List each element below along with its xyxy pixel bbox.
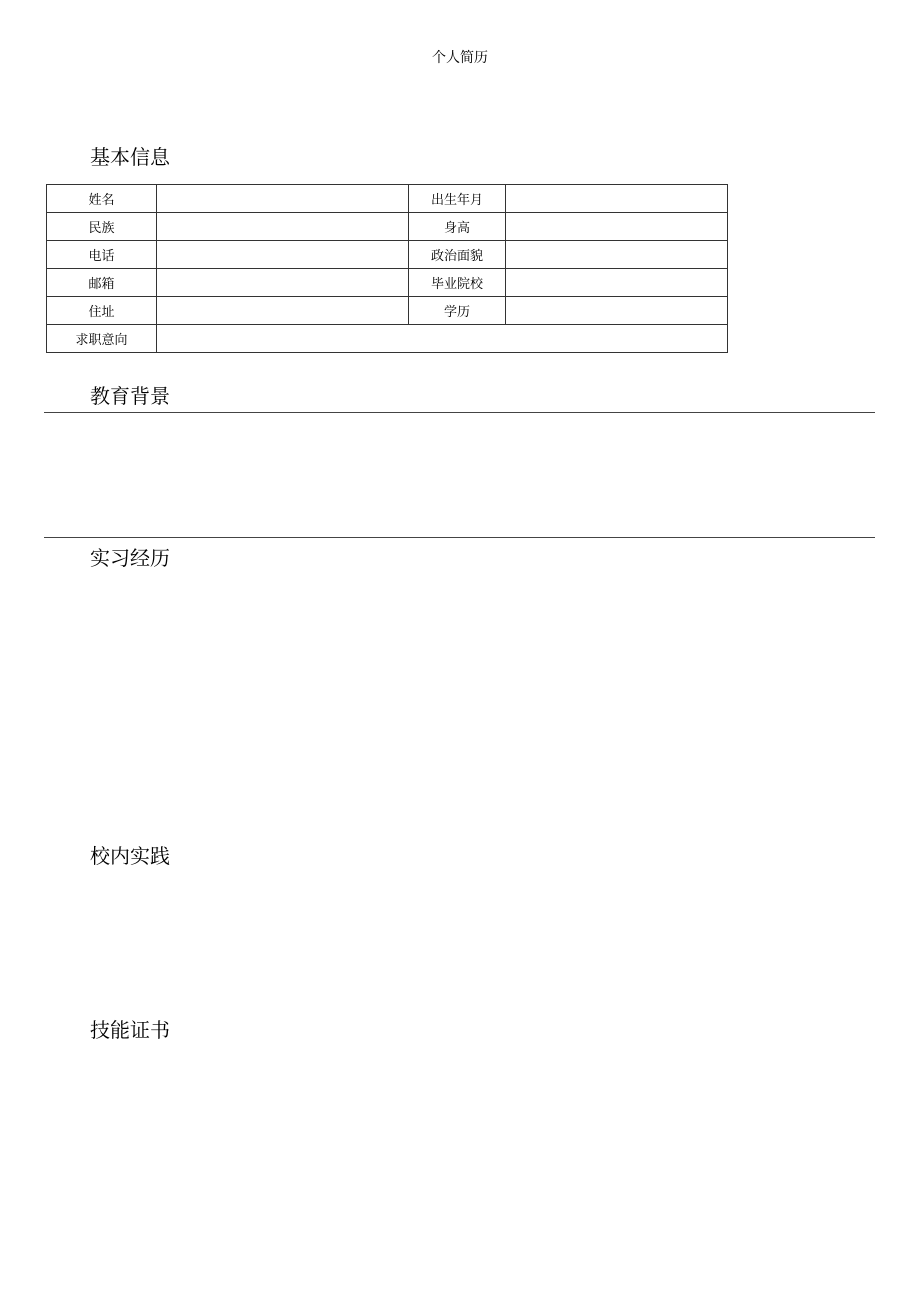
email-label: 邮箱 — [47, 269, 157, 297]
height-label: 身高 — [409, 213, 506, 241]
section-heading-campus-practice: 校内实践 — [90, 844, 170, 868]
table-row — [47, 213, 728, 241]
birth-date-label: 出生年月 — [409, 185, 506, 213]
section-heading-basic-info: 基本信息 — [90, 145, 170, 169]
section-heading-internship: 实习经历 — [90, 546, 170, 570]
section-heading-education: 教育背景 — [90, 384, 170, 408]
political-status-value[interactable] — [506, 241, 728, 269]
table-row — [47, 269, 728, 297]
graduate-school-value[interactable] — [506, 269, 728, 297]
job-intention-value[interactable] — [157, 325, 728, 353]
section-heading-skills-certificates: 技能证书 — [90, 1018, 170, 1042]
basic-info-table — [46, 184, 728, 353]
table-row — [47, 325, 728, 353]
political-status-label: 政治面貌 — [409, 241, 506, 269]
divider-education-bottom — [44, 537, 875, 538]
name-label: 姓名 — [47, 185, 157, 213]
birth-date-value[interactable] — [506, 185, 728, 213]
phone-value[interactable] — [157, 241, 409, 269]
graduate-school-label: 毕业院校 — [409, 269, 506, 297]
address-label: 住址 — [47, 297, 157, 325]
document-title: 个人简历 — [432, 50, 488, 66]
ethnicity-label: 民族 — [47, 213, 157, 241]
job-intention-label: 求职意向 — [47, 325, 157, 353]
height-value[interactable] — [506, 213, 728, 241]
divider-education-top — [44, 412, 875, 413]
name-value[interactable] — [157, 185, 409, 213]
education-level-label: 学历 — [409, 297, 506, 325]
table-row — [47, 185, 728, 213]
phone-label: 电话 — [47, 241, 157, 269]
education-level-value[interactable] — [506, 297, 728, 325]
ethnicity-value[interactable] — [157, 213, 409, 241]
email-value[interactable] — [157, 269, 409, 297]
table-row — [47, 241, 728, 269]
address-value[interactable] — [157, 297, 409, 325]
table-row — [47, 297, 728, 325]
